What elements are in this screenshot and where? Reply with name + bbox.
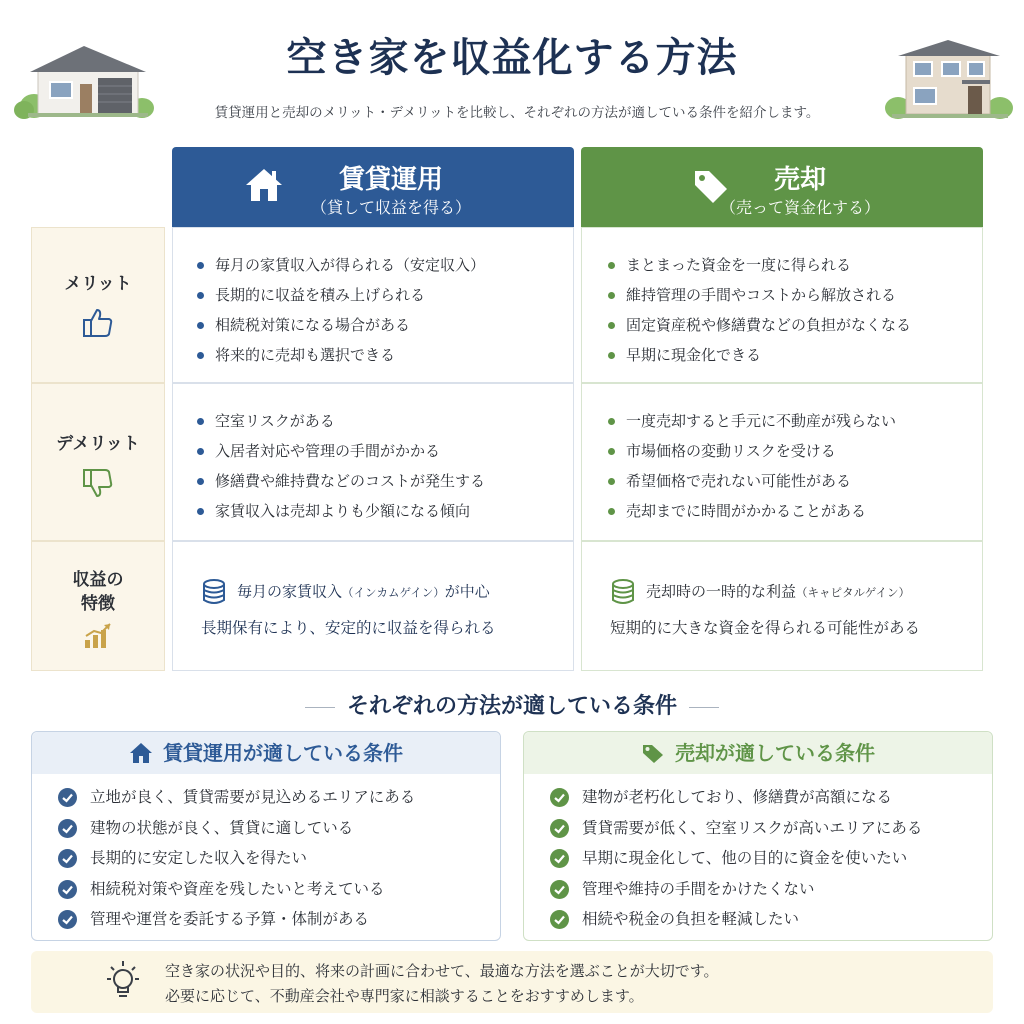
rent-feature-main-text: 毎月の家賃収入 bbox=[237, 582, 343, 601]
feature-row-label bbox=[31, 541, 165, 671]
check-circle-icon bbox=[58, 880, 77, 899]
list-item: 市場価格の変動リスクを受ける bbox=[606, 436, 896, 466]
list-item: 空室リスクがある bbox=[195, 406, 485, 436]
check-circle-icon bbox=[550, 880, 569, 899]
rent-conditions-title: 賃貸運用が適している条件 bbox=[163, 741, 403, 765]
list-item: 家賃収入は売却よりも少額になる傾向 bbox=[195, 496, 485, 526]
list-item: 売却までに時間がかかることがある bbox=[606, 496, 896, 526]
note-line-1: 空き家の状況や目的、将来の計画に合わせて、最適な方法を選ぶことが大切です。 bbox=[165, 962, 719, 980]
feature-label-line2: 特徴 bbox=[81, 594, 115, 614]
page-title: 空き家を収益化する方法 bbox=[286, 35, 738, 81]
sell-feature-cell bbox=[581, 541, 983, 671]
list-item: 相続税対策や資産を残したいと考えている bbox=[58, 874, 415, 905]
list-item: 建物の状態が良く、賃貸に適している bbox=[58, 813, 415, 844]
page-subtitle: 賃貸運用と売却のメリット・デメリットを比較し、それぞれの方法が適している条件を紹介します。 bbox=[214, 105, 820, 121]
check-circle-icon bbox=[550, 849, 569, 868]
check-circle-icon bbox=[550, 910, 569, 929]
rent-feature-tail: が中心 bbox=[444, 582, 490, 601]
price-tag-icon bbox=[641, 742, 665, 764]
heading-divider bbox=[305, 707, 335, 708]
list-item: 希望価格で売れない可能性がある bbox=[606, 466, 896, 496]
sell-column-title: 売却 bbox=[773, 165, 826, 195]
list-item: 将来的に売却も選択できる bbox=[195, 340, 485, 370]
conditions-heading bbox=[0, 689, 1024, 720]
demerit-label: デメリット bbox=[56, 434, 140, 454]
rent-column-subtitle: （貸して収益を得る） bbox=[310, 198, 471, 217]
merit-row-label bbox=[31, 227, 165, 383]
thumbs-down-icon bbox=[81, 466, 115, 500]
rent-feature-desc: 長期保有により、安定的に収益を得られる bbox=[201, 619, 496, 637]
heading-divider bbox=[689, 707, 719, 708]
coin-stack-icon bbox=[201, 578, 231, 606]
rent-demerit-cell bbox=[172, 383, 574, 541]
merit-label: メリット bbox=[64, 274, 132, 294]
check-circle-icon bbox=[58, 910, 77, 929]
sell-conditions-list bbox=[550, 782, 922, 935]
rent-feature-note: （インカムゲイン） bbox=[342, 585, 445, 600]
list-item: 長期的に安定した収入を得たい bbox=[58, 843, 415, 874]
list-item: 一度売却すると手元に不動産が残らない bbox=[606, 406, 896, 436]
sell-feature-desc: 短期的に大きな資金を得られる可能性がある bbox=[610, 619, 921, 637]
rent-feature-cell bbox=[172, 541, 574, 671]
note-line-2: 必要に応じて、不動産会社や専門家に相談することをおすすめします。 bbox=[165, 987, 644, 1005]
list-item: 固定資産税や修繕費などの負担がなくなる bbox=[606, 310, 911, 340]
sell-merit-list bbox=[606, 250, 911, 370]
list-item: 維持管理の手間やコストから解放される bbox=[606, 280, 911, 310]
sell-conditions-header bbox=[524, 732, 992, 774]
sell-feature-main bbox=[610, 578, 910, 606]
sell-demerit-list bbox=[606, 406, 896, 526]
sell-column-subtitle: （売って資金化する） bbox=[719, 198, 880, 217]
list-item: 建物が老朽化しており、修繕費が高額になる bbox=[550, 782, 922, 813]
sell-feature-note: （キャピタルゲイン） bbox=[796, 585, 910, 600]
light-bulb-icon bbox=[101, 959, 145, 1005]
sell-conditions-title: 売却が適している条件 bbox=[675, 741, 875, 765]
list-item: 早期に現金化できる bbox=[606, 340, 911, 370]
rent-conditions-box bbox=[31, 731, 501, 941]
list-item: 立地が良く、賃貸需要が見込めるエリアにある bbox=[58, 782, 415, 813]
rent-conditions-header bbox=[32, 732, 500, 774]
advice-note bbox=[31, 951, 993, 1013]
list-item: 相続税対策になる場合がある bbox=[195, 310, 485, 340]
rent-feature-main bbox=[201, 578, 490, 606]
header bbox=[0, 0, 1024, 140]
sell-merit-cell bbox=[581, 227, 983, 383]
sell-feature-main-text: 売却時の一時的な利益 bbox=[646, 582, 797, 601]
check-circle-icon bbox=[550, 819, 569, 838]
list-item: 毎月の家賃収入が得られる（安定収入） bbox=[195, 250, 485, 280]
rent-column-header bbox=[172, 147, 574, 227]
feature-label-line1: 収益の bbox=[72, 570, 124, 590]
conditions-heading-text: それぞれの方法が適している条件 bbox=[346, 694, 677, 719]
rent-merit-list bbox=[195, 250, 485, 370]
rent-demerit-list bbox=[195, 406, 485, 526]
list-item: 修繕費や維持費などのコストが発生する bbox=[195, 466, 485, 496]
rent-conditions-list bbox=[58, 782, 415, 935]
sell-conditions-box bbox=[523, 731, 993, 941]
list-item: 管理や運営を委託する予算・体制がある bbox=[58, 904, 415, 935]
check-circle-icon bbox=[58, 849, 77, 868]
list-item: 相続や税金の負担を軽減したい bbox=[550, 904, 922, 935]
check-circle-icon bbox=[58, 819, 77, 838]
check-circle-icon bbox=[550, 788, 569, 807]
list-item: 管理や維持の手間をかけたくない bbox=[550, 874, 922, 905]
check-circle-icon bbox=[58, 788, 77, 807]
sell-demerit-cell bbox=[581, 383, 983, 541]
rent-merit-cell bbox=[172, 227, 574, 383]
list-item: 入居者対応や管理の手間がかかる bbox=[195, 436, 485, 466]
growth-chart-icon bbox=[83, 622, 113, 650]
coin-stack-icon bbox=[610, 578, 640, 606]
list-item: まとまった資金を一度に得られる bbox=[606, 250, 911, 280]
house-icon bbox=[129, 742, 153, 764]
thumbs-up-icon bbox=[81, 306, 115, 340]
list-item: 早期に現金化して、他の目的に資金を使いたい bbox=[550, 843, 922, 874]
rent-column-title: 賃貸運用 bbox=[338, 165, 443, 195]
demerit-row-label bbox=[31, 383, 165, 541]
list-item: 賃貸需要が低く、空室リスクが高いエリアにある bbox=[550, 813, 922, 844]
list-item: 長期的に収益を積み上げられる bbox=[195, 280, 485, 310]
sell-column-header bbox=[581, 147, 983, 227]
